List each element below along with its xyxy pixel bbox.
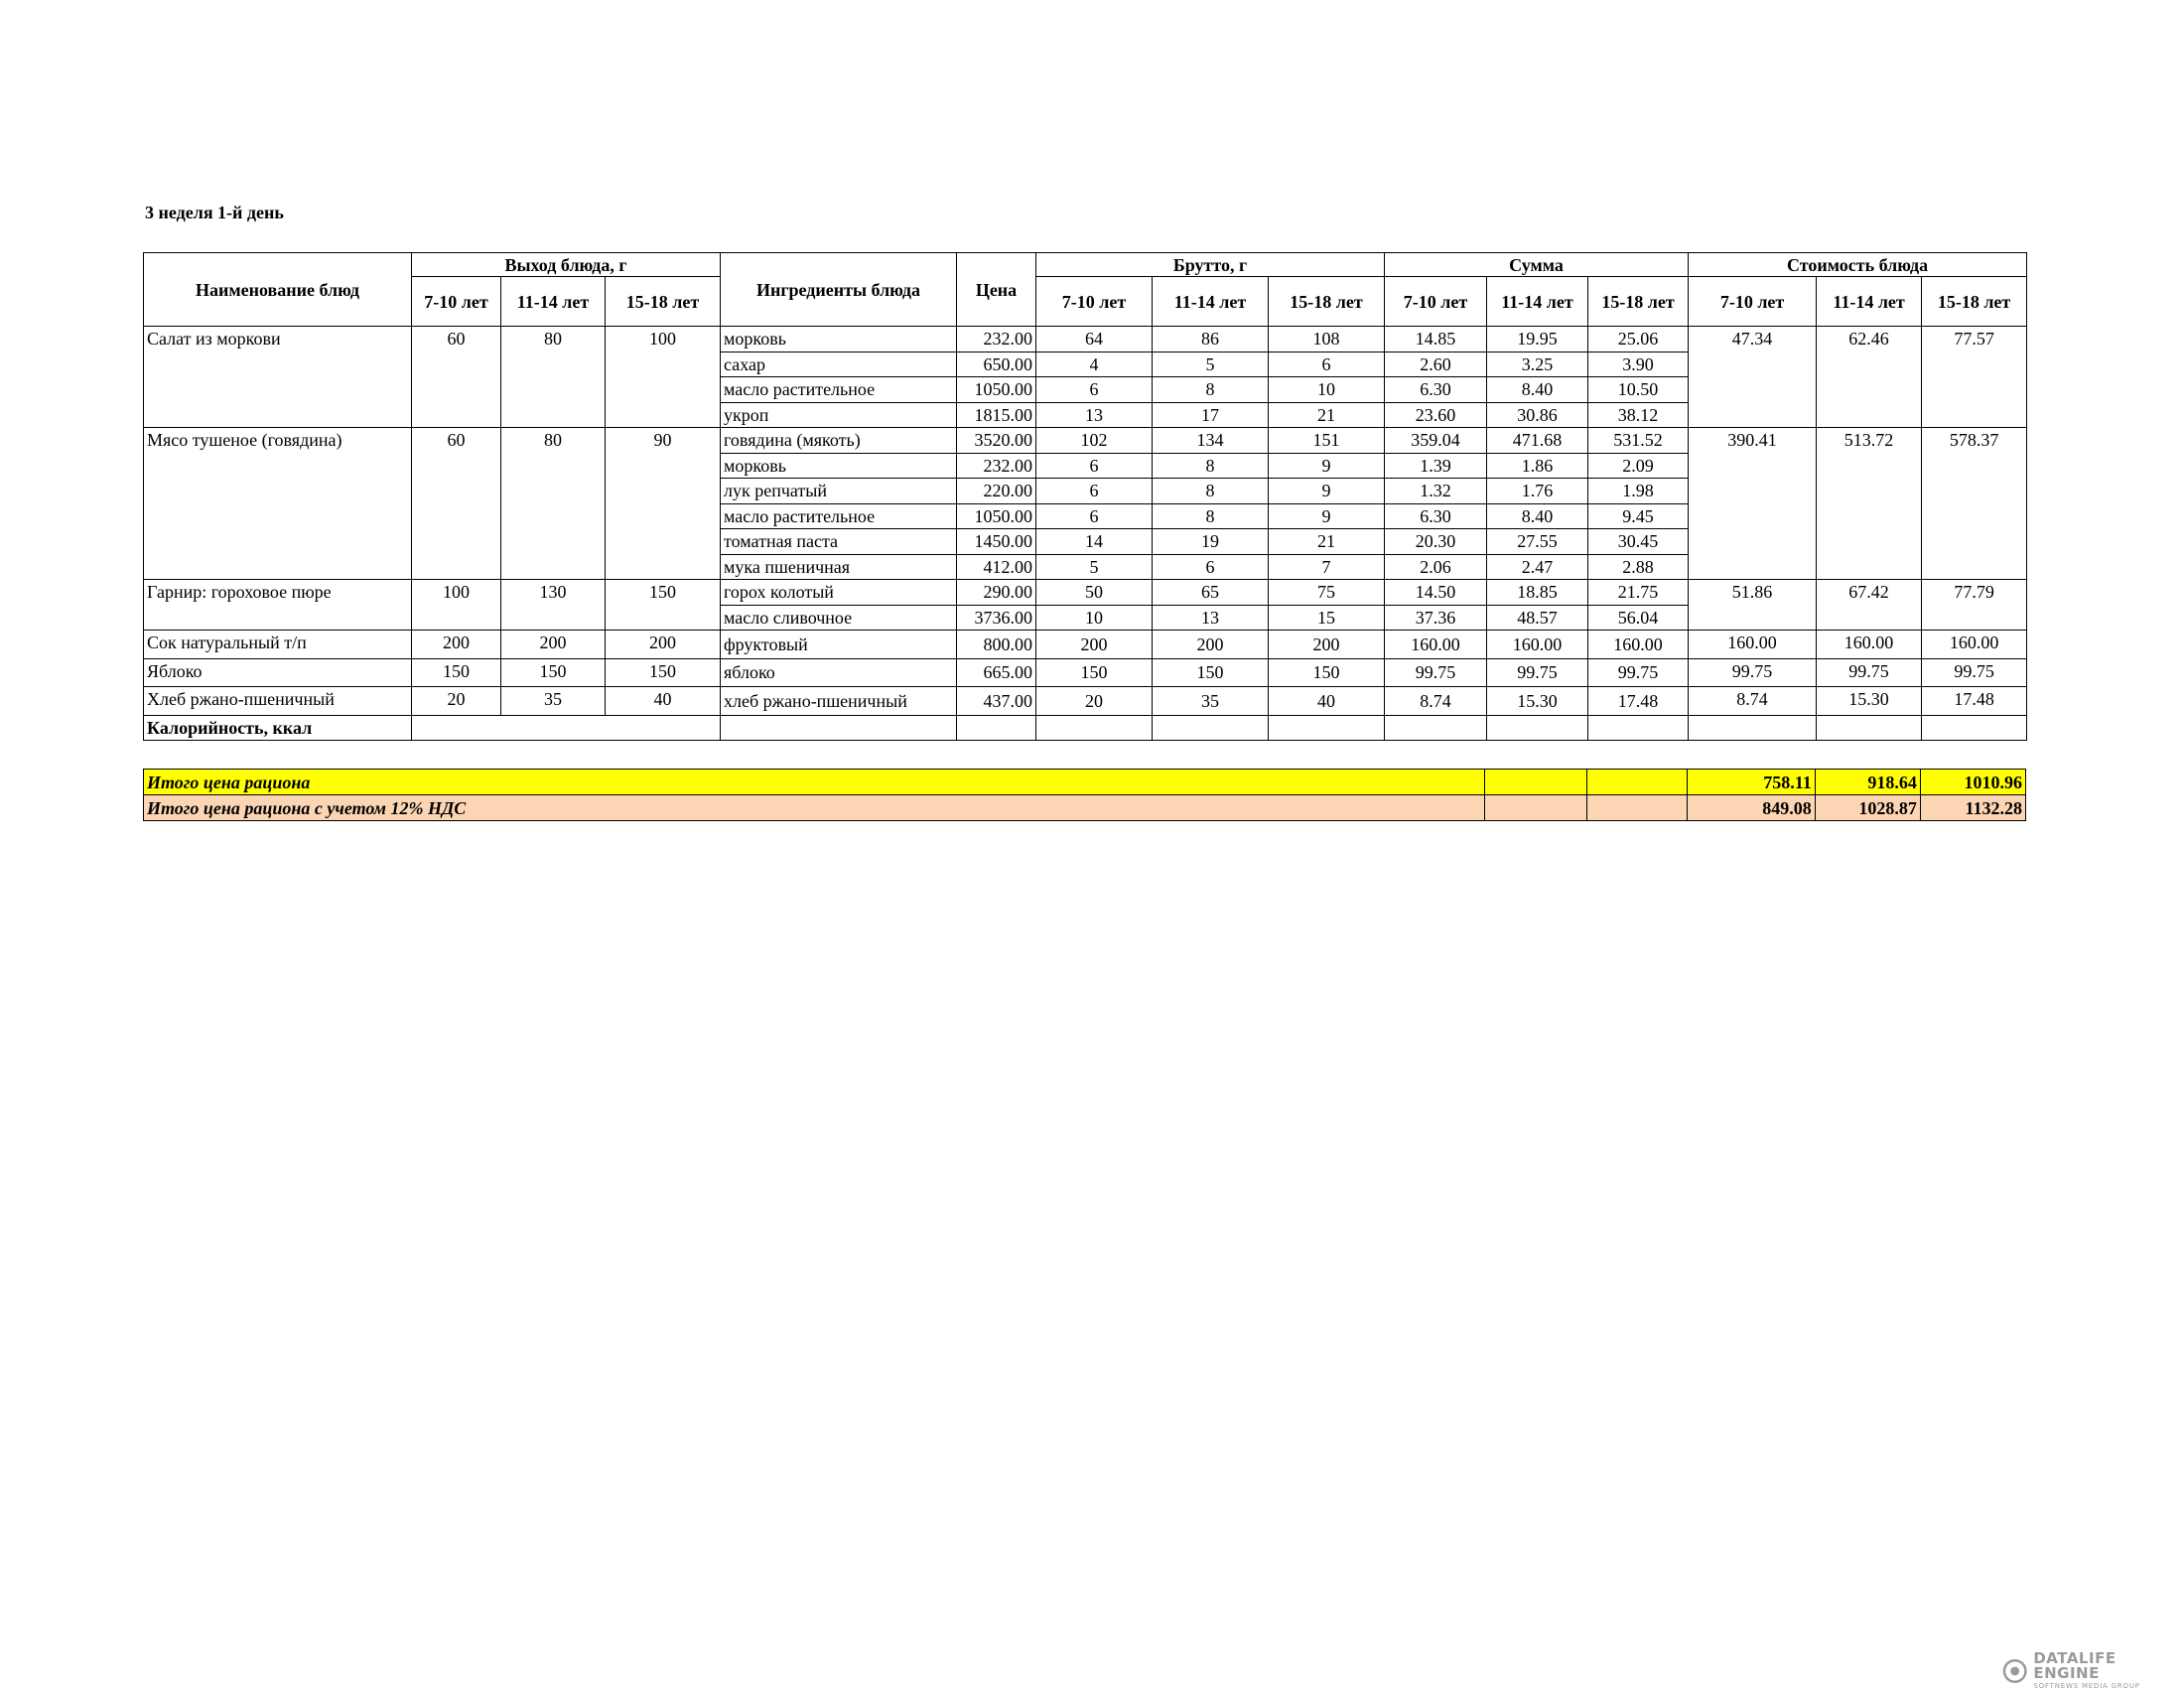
ingredient-gross: 200 <box>1153 631 1269 659</box>
dish-cost: 77.57 <box>1922 327 2027 428</box>
total-empty-cell <box>1586 795 1687 821</box>
header-gross: Брутто, г <box>1036 253 1385 277</box>
calories-empty-cell <box>1487 715 1588 741</box>
ingredient-gross: 75 <box>1269 580 1385 606</box>
ingredient-gross: 21 <box>1269 529 1385 555</box>
ingredient-sum: 1.32 <box>1385 479 1487 504</box>
dish-cost: 160.00 <box>1689 631 1817 659</box>
header-age: 7-10 лет <box>412 277 501 327</box>
ingredient-sum: 2.47 <box>1487 554 1588 580</box>
menu-table <box>143 252 2027 741</box>
header-price: Цена <box>957 253 1036 327</box>
dish-cost: 390.41 <box>1689 428 1817 580</box>
ingredient-gross: 200 <box>1036 631 1153 659</box>
dish-yield: 60 <box>412 428 501 580</box>
ingredient-name: укроп <box>721 402 957 428</box>
dish-cost: 15.30 <box>1817 687 1922 716</box>
ingredient-name: масло сливочное <box>721 605 957 631</box>
ingredient-sum: 2.06 <box>1385 554 1487 580</box>
ingredient-gross: 102 <box>1036 428 1153 454</box>
ingredient-sum: 6.30 <box>1385 377 1487 403</box>
dish-name: Салат из моркови <box>144 327 412 428</box>
ingredient-sum: 23.60 <box>1385 402 1487 428</box>
ingredient-sum: 9.45 <box>1588 503 1689 529</box>
ingredient-gross: 14 <box>1036 529 1153 555</box>
ingredient-gross: 200 <box>1269 631 1385 659</box>
ingredient-sum: 1.39 <box>1385 453 1487 479</box>
table-row <box>144 428 2027 454</box>
ingredient-price: 1050.00 <box>957 377 1036 403</box>
total-empty-cell <box>1485 770 1586 795</box>
calories-empty-cell <box>1385 715 1487 741</box>
dish-yield: 100 <box>412 580 501 631</box>
ingredient-price: 232.00 <box>957 327 1036 352</box>
ingredient-name: яблоко <box>721 658 957 687</box>
ingredient-gross: 21 <box>1269 402 1385 428</box>
ingredient-sum: 38.12 <box>1588 402 1689 428</box>
ingredient-price: 3520.00 <box>957 428 1036 454</box>
ingredient-gross: 5 <box>1036 554 1153 580</box>
dish-yield: 90 <box>606 428 721 580</box>
ingredient-price: 800.00 <box>957 631 1036 659</box>
total-value: 758.11 <box>1687 770 1815 795</box>
ingredient-gross: 8 <box>1153 503 1269 529</box>
ingredient-gross: 9 <box>1269 479 1385 504</box>
dish-cost: 160.00 <box>1817 631 1922 659</box>
table-row <box>144 658 2027 687</box>
header-age: 11-14 лет <box>1153 277 1269 327</box>
ingredient-name: горох колотый <box>721 580 957 606</box>
dish-cost: 99.75 <box>1689 658 1817 687</box>
ingredient-sum: 8.40 <box>1487 377 1588 403</box>
ingredient-gross: 8 <box>1153 377 1269 403</box>
total-row <box>144 770 2026 795</box>
ingredient-name: говядина (мякоть) <box>721 428 957 454</box>
dish-yield: 200 <box>606 631 721 659</box>
calories-empty-cell <box>1689 715 1817 741</box>
ingredient-sum: 48.57 <box>1487 605 1588 631</box>
ingredient-gross: 86 <box>1153 327 1269 352</box>
ingredient-sum: 27.55 <box>1487 529 1588 555</box>
watermark-sub: SOFTNEWS MEDIA GROUP <box>2033 1682 2140 1690</box>
ingredient-sum: 359.04 <box>1385 428 1487 454</box>
dish-yield: 35 <box>501 687 606 716</box>
calories-empty-cell <box>1588 715 1689 741</box>
dish-cost: 51.86 <box>1689 580 1817 631</box>
ingredient-sum: 30.45 <box>1588 529 1689 555</box>
ingredient-sum: 99.75 <box>1588 658 1689 687</box>
document-title: 3 неделя 1-й день <box>145 203 284 222</box>
ingredient-sum: 2.88 <box>1588 554 1689 580</box>
ingredient-gross: 17 <box>1153 402 1269 428</box>
ingredient-gross: 8 <box>1153 453 1269 479</box>
ingredient-sum: 21.75 <box>1588 580 1689 606</box>
total-label: Итого цена рациона <box>144 770 1485 795</box>
header-age: 7-10 лет <box>1036 277 1153 327</box>
ingredient-gross: 13 <box>1036 402 1153 428</box>
header-age: 11-14 лет <box>1817 277 1922 327</box>
ingredient-sum: 3.90 <box>1588 352 1689 377</box>
ingredient-sum: 99.75 <box>1487 658 1588 687</box>
ingredient-sum: 14.85 <box>1385 327 1487 352</box>
ingredient-gross: 151 <box>1269 428 1385 454</box>
ingredient-gross: 9 <box>1269 453 1385 479</box>
ingredient-price: 437.00 <box>957 687 1036 716</box>
table-row <box>144 327 2027 352</box>
ingredient-gross: 65 <box>1153 580 1269 606</box>
ingredient-sum: 99.75 <box>1385 658 1487 687</box>
ingredient-gross: 8 <box>1153 479 1269 504</box>
dish-cost: 77.79 <box>1922 580 2027 631</box>
dish-yield: 60 <box>412 327 501 428</box>
ingredient-price: 232.00 <box>957 453 1036 479</box>
ingredient-gross: 134 <box>1153 428 1269 454</box>
total-label: Итого цена рациона с учетом 12% НДС <box>144 795 1485 821</box>
ingredient-sum: 8.40 <box>1487 503 1588 529</box>
total-value: 849.08 <box>1687 795 1815 821</box>
calories-empty-cell <box>721 715 957 741</box>
ingredient-name: томатная паста <box>721 529 957 555</box>
table-row <box>144 687 2027 716</box>
totals-table <box>143 769 2026 821</box>
total-empty-cell <box>1586 770 1687 795</box>
ingredient-gross: 40 <box>1269 687 1385 716</box>
total-value: 1010.96 <box>1920 770 2025 795</box>
ingredient-gross: 9 <box>1269 503 1385 529</box>
ingredient-sum: 1.86 <box>1487 453 1588 479</box>
ingredient-price: 650.00 <box>957 352 1036 377</box>
ingredient-gross: 6 <box>1036 453 1153 479</box>
dish-cost: 160.00 <box>1922 631 2027 659</box>
ingredient-sum: 30.86 <box>1487 402 1588 428</box>
header-age: 7-10 лет <box>1385 277 1487 327</box>
ingredient-sum: 20.30 <box>1385 529 1487 555</box>
total-value: 918.64 <box>1815 770 1920 795</box>
calories-empty-cell <box>1922 715 2027 741</box>
ingredient-price: 220.00 <box>957 479 1036 504</box>
dish-cost: 67.42 <box>1817 580 1922 631</box>
ingredient-sum: 2.60 <box>1385 352 1487 377</box>
ingredient-gross: 5 <box>1153 352 1269 377</box>
dish-name: Гарнир: гороховое пюре <box>144 580 412 631</box>
header-age: 15-18 лет <box>1269 277 1385 327</box>
ingredient-sum: 17.48 <box>1588 687 1689 716</box>
ingredient-sum: 531.52 <box>1588 428 1689 454</box>
dish-name: Яблоко <box>144 658 412 687</box>
ingredient-sum: 19.95 <box>1487 327 1588 352</box>
ingredient-sum: 8.74 <box>1385 687 1487 716</box>
dish-cost: 513.72 <box>1817 428 1922 580</box>
ingredient-sum: 1.76 <box>1487 479 1588 504</box>
ingredient-sum: 3.25 <box>1487 352 1588 377</box>
dish-name: Сок натуральный т/п <box>144 631 412 659</box>
ingredient-name: хлеб ржано-пшеничный <box>721 687 957 716</box>
total-vat-row <box>144 795 2026 821</box>
header-sum: Сумма <box>1385 253 1689 277</box>
dish-cost: 8.74 <box>1689 687 1817 716</box>
calories-empty-cell <box>957 715 1036 741</box>
dish-yield: 80 <box>501 327 606 428</box>
ingredient-sum: 37.36 <box>1385 605 1487 631</box>
dish-yield: 150 <box>606 580 721 631</box>
dish-yield: 200 <box>412 631 501 659</box>
dish-yield: 200 <box>501 631 606 659</box>
ingredient-gross: 6 <box>1036 503 1153 529</box>
ingredient-gross: 6 <box>1269 352 1385 377</box>
ingredient-gross: 4 <box>1036 352 1153 377</box>
ingredient-sum: 15.30 <box>1487 687 1588 716</box>
ingredient-price: 412.00 <box>957 554 1036 580</box>
calories-row <box>144 715 2027 741</box>
watermark <box>2002 1651 2184 1690</box>
calories-empty-cell <box>412 715 721 741</box>
dish-name: Хлеб ржано-пшеничный <box>144 687 412 716</box>
table-row <box>144 580 2027 606</box>
dish-yield: 20 <box>412 687 501 716</box>
ingredient-price: 1815.00 <box>957 402 1036 428</box>
header-age: 15-18 лет <box>1588 277 1689 327</box>
ingredient-sum: 10.50 <box>1588 377 1689 403</box>
ingredient-name: мука пшеничная <box>721 554 957 580</box>
dish-cost: 47.34 <box>1689 327 1817 428</box>
header-age: 11-14 лет <box>501 277 606 327</box>
ingredient-price: 3736.00 <box>957 605 1036 631</box>
ingredient-sum: 2.09 <box>1588 453 1689 479</box>
dish-cost: 99.75 <box>1817 658 1922 687</box>
ingredient-sum: 160.00 <box>1487 631 1588 659</box>
ingredient-sum: 18.85 <box>1487 580 1588 606</box>
ingredient-gross: 150 <box>1153 658 1269 687</box>
dish-yield: 100 <box>606 327 721 428</box>
ingredient-gross: 6 <box>1036 479 1153 504</box>
ingredient-gross: 13 <box>1153 605 1269 631</box>
ingredient-gross: 7 <box>1269 554 1385 580</box>
ingredient-gross: 19 <box>1153 529 1269 555</box>
ingredient-name: лук репчатый <box>721 479 957 504</box>
dish-name: Мясо тушеное (говядина) <box>144 428 412 580</box>
ingredient-sum: 6.30 <box>1385 503 1487 529</box>
ingredient-gross: 150 <box>1269 658 1385 687</box>
ingredient-name: масло растительное <box>721 377 957 403</box>
dish-yield: 40 <box>606 687 721 716</box>
dish-yield: 150 <box>501 658 606 687</box>
dish-yield: 80 <box>501 428 606 580</box>
header-yield: Выход блюда, г <box>412 253 721 277</box>
ingredient-name: морковь <box>721 327 957 352</box>
ingredient-gross: 6 <box>1153 554 1269 580</box>
menu-table-body <box>144 327 2027 741</box>
header-age: 11-14 лет <box>1487 277 1588 327</box>
ingredient-gross: 15 <box>1269 605 1385 631</box>
ingredient-price: 1450.00 <box>957 529 1036 555</box>
ingredient-sum: 56.04 <box>1588 605 1689 631</box>
dish-yield: 130 <box>501 580 606 631</box>
dish-cost: 62.46 <box>1817 327 1922 428</box>
ingredient-name: сахар <box>721 352 957 377</box>
ingredient-gross: 10 <box>1036 605 1153 631</box>
ingredient-gross: 50 <box>1036 580 1153 606</box>
eye-logo-icon <box>2002 1658 2027 1684</box>
header-age: 15-18 лет <box>606 277 721 327</box>
calories-empty-cell <box>1269 715 1385 741</box>
total-empty-cell <box>1485 795 1586 821</box>
dish-cost: 578.37 <box>1922 428 2027 580</box>
header-dish-name: Наименование блюд <box>144 253 412 327</box>
total-value: 1132.28 <box>1920 795 2025 821</box>
dish-yield: 150 <box>606 658 721 687</box>
ingredient-name: морковь <box>721 453 957 479</box>
calories-empty-cell <box>1153 715 1269 741</box>
calories-empty-cell <box>1036 715 1153 741</box>
header-age: 15-18 лет <box>1922 277 2027 327</box>
ingredient-price: 665.00 <box>957 658 1036 687</box>
ingredient-gross: 150 <box>1036 658 1153 687</box>
header-dish-cost: Стоимость блюда <box>1689 253 2027 277</box>
ingredient-gross: 10 <box>1269 377 1385 403</box>
ingredient-price: 290.00 <box>957 580 1036 606</box>
ingredient-gross: 20 <box>1036 687 1153 716</box>
table-row <box>144 631 2027 659</box>
ingredient-name: масло растительное <box>721 503 957 529</box>
ingredient-sum: 25.06 <box>1588 327 1689 352</box>
ingredient-sum: 1.98 <box>1588 479 1689 504</box>
ingredient-gross: 35 <box>1153 687 1269 716</box>
header-age: 7-10 лет <box>1689 277 1817 327</box>
ingredient-gross: 108 <box>1269 327 1385 352</box>
ingredient-gross: 64 <box>1036 327 1153 352</box>
header-ingredients: Ингредиенты блюда <box>721 253 957 327</box>
total-value: 1028.87 <box>1815 795 1920 821</box>
ingredient-name: фруктовый <box>721 631 957 659</box>
ingredient-sum: 14.50 <box>1385 580 1487 606</box>
dish-cost: 99.75 <box>1922 658 2027 687</box>
dish-yield: 150 <box>412 658 501 687</box>
ingredient-price: 1050.00 <box>957 503 1036 529</box>
dish-cost: 17.48 <box>1922 687 2027 716</box>
ingredient-gross: 6 <box>1036 377 1153 403</box>
ingredient-sum: 160.00 <box>1385 631 1487 659</box>
watermark-main: DATALIFE ENGINE <box>2033 1649 2116 1682</box>
calories-label: Калорийность, ккал <box>144 715 412 741</box>
ingredient-sum: 471.68 <box>1487 428 1588 454</box>
ingredient-sum: 160.00 <box>1588 631 1689 659</box>
calories-empty-cell <box>1817 715 1922 741</box>
